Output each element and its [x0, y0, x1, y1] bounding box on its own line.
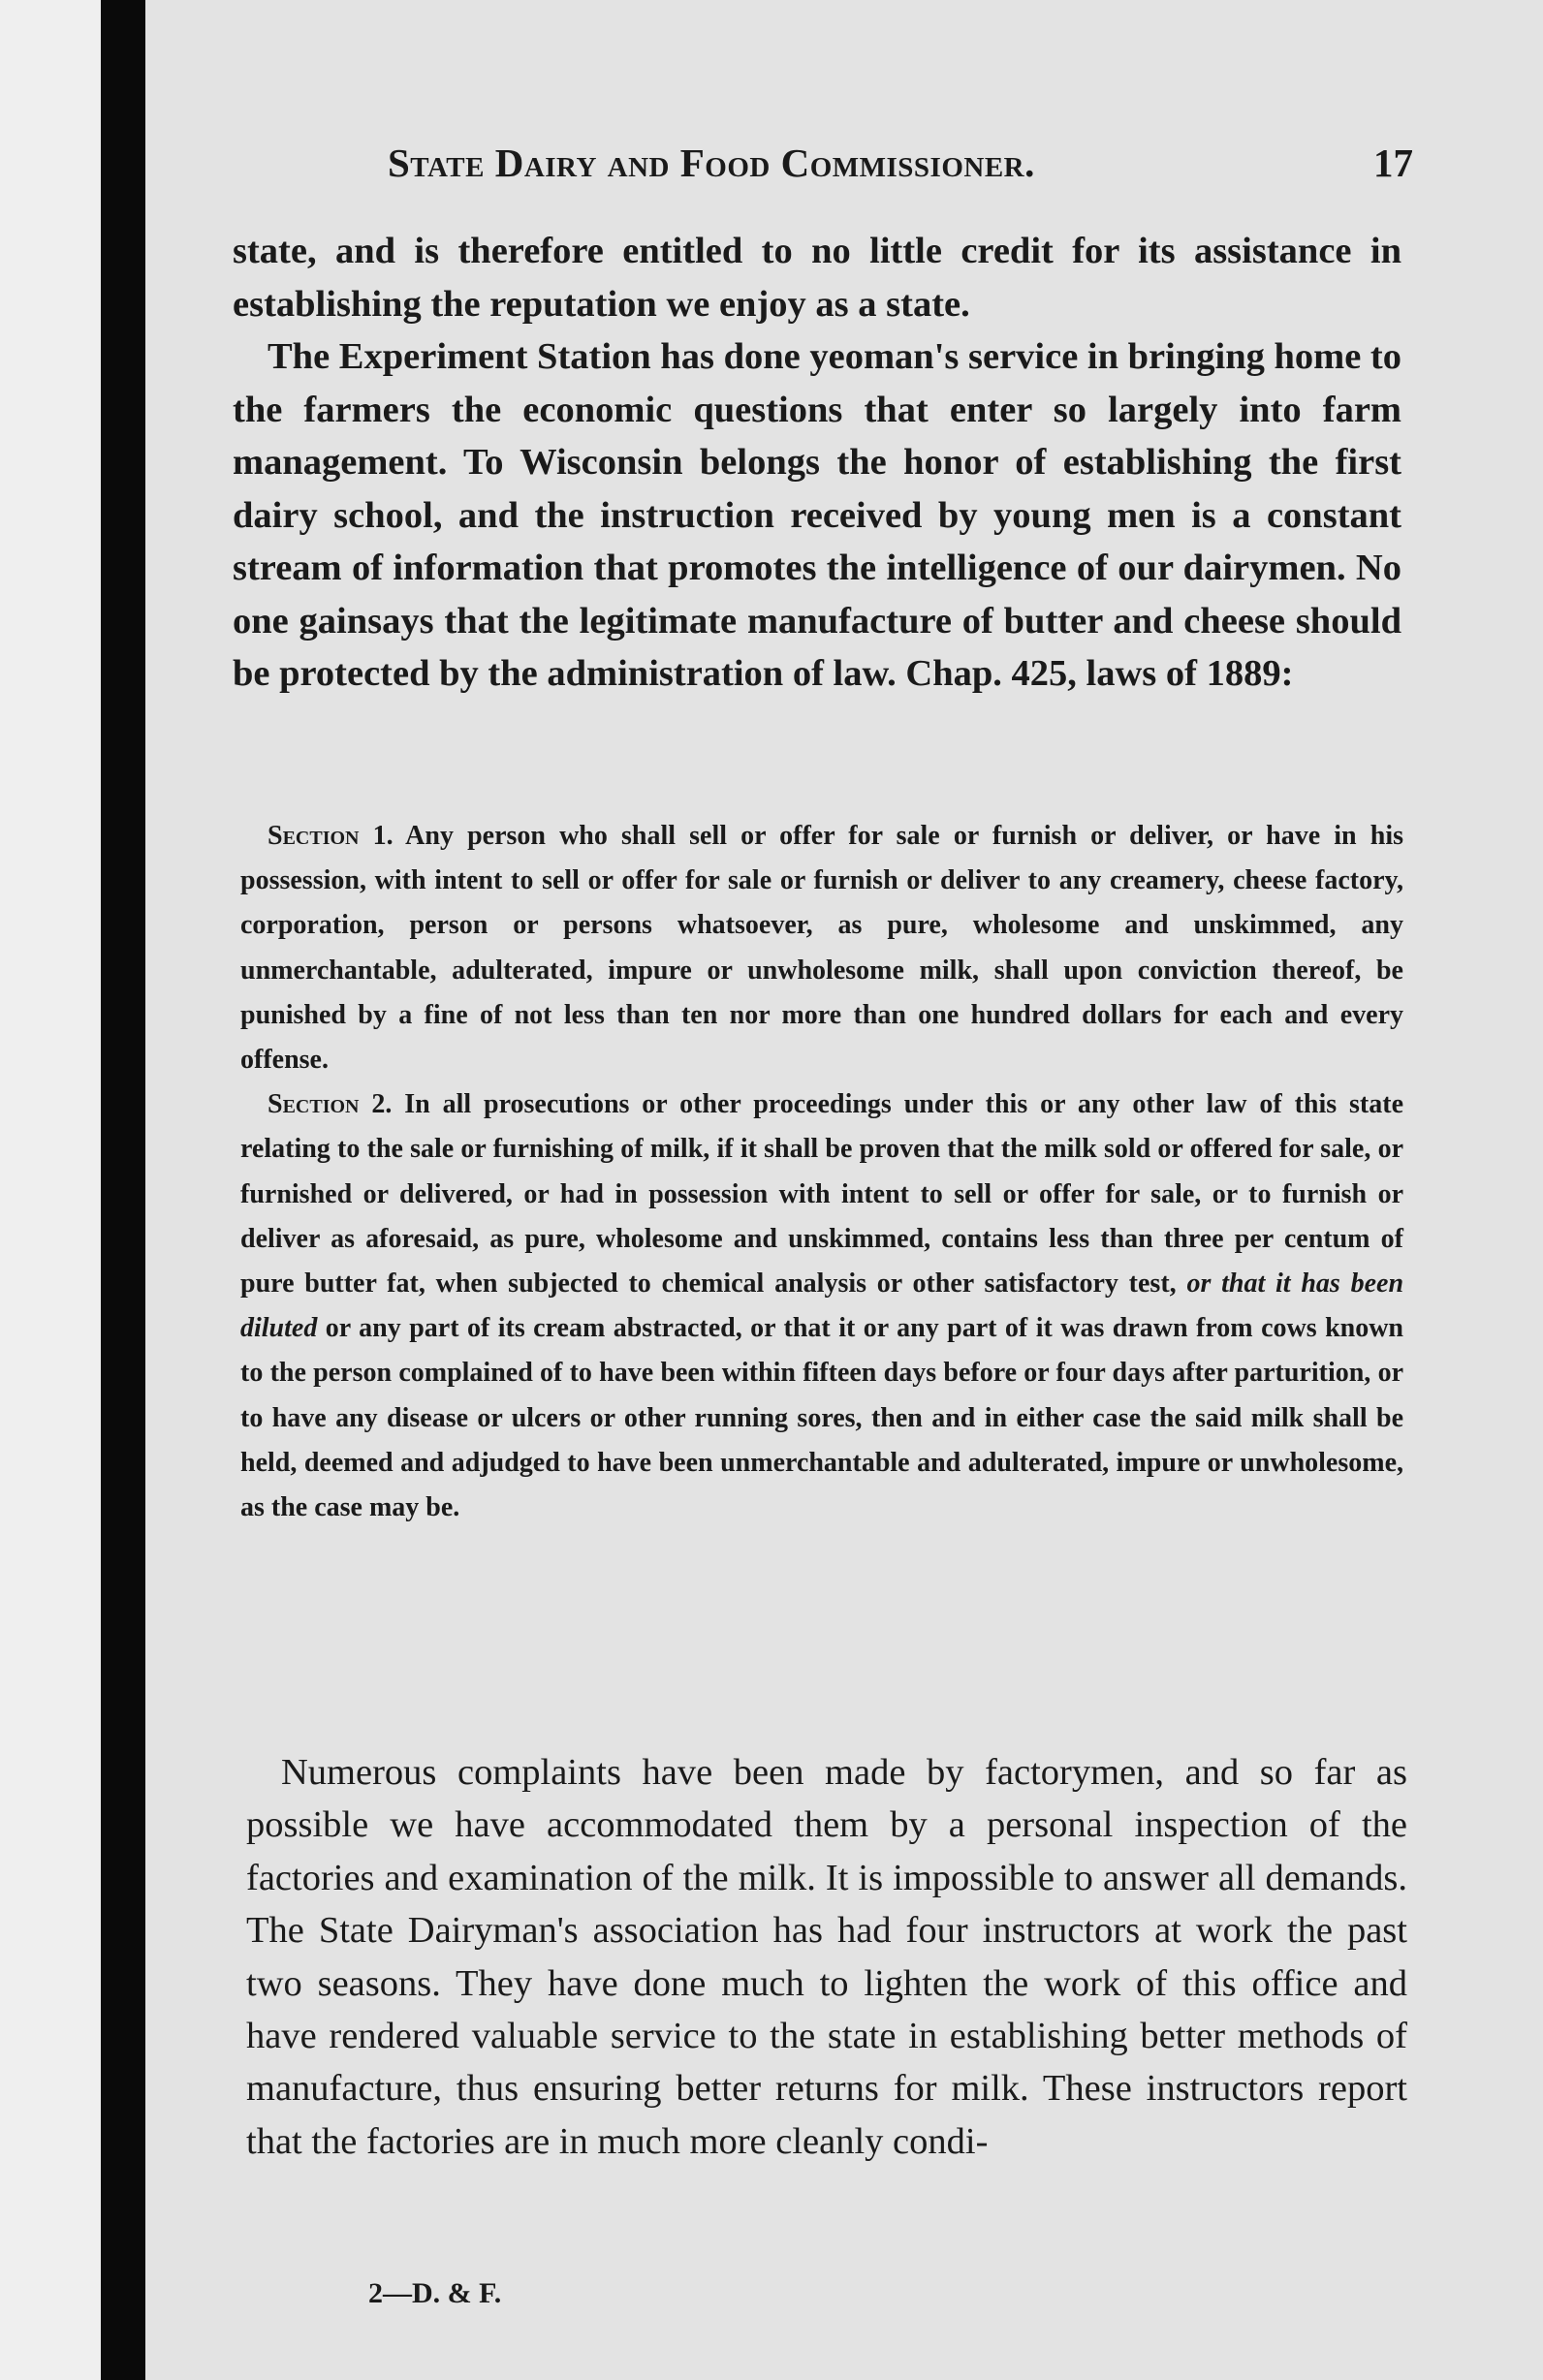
running-title: State Dairy and Food Commissioner.	[388, 141, 1035, 185]
statute-quotation	[240, 814, 1403, 1530]
paragraph-continued: state, and is therefore entitled to no little credit for its assistance in establishing the reputation we enjoy as a state.	[233, 231, 1401, 325]
statute-section-1	[240, 814, 1403, 1082]
body-text	[233, 225, 1401, 701]
book-binding-shadow	[101, 0, 145, 2380]
signature-mark: 2—D. & F.	[368, 2277, 502, 2309]
page-number: 17	[1373, 141, 1413, 185]
section-2-text-a: In all prosecutions or other proceedings under this or any other law of this state relating to the sale or furnishing of milk, if it shall be proven that the milk sold or offered for sale, or furnished or delivered, or had in possession with intent to sell or offer for sale, or to furnish or deliver as aforesaid, as pure, wholesome and unskimmed, contains less than three per centum of pure butter fat, when subjected to chemical analysis or other satisfactory test,	[240, 1089, 1403, 1300]
section-2-label: Section 2.	[268, 1089, 393, 1120]
section-1-label: Section 1.	[268, 821, 394, 851]
paragraph-experiment-station: The Experiment Station has done yeoman's service in bringing home to the farmers the economic questions that enter so largely into farm management. To Wisconsin belongs the honor of establishing the first dairy school, and the instruction received by young men is a constant stream of information that promotes the intelligence of our dairymen. No one gainsays that the legitimate manufacture of butter and cheese should be protected by the administration of law. Chap. 425, laws of 1889:	[233, 336, 1402, 694]
statute-section-2	[240, 1082, 1403, 1530]
section-1-text: Any person who shall sell or offer for sale or furnish or deliver, or have in his possession, with intent to sell or offer for sale or furnish or deliver to any creamery, cheese factory, corporation, person or persons whatsoever, as pure, wholesome and unskimmed, any unmerchantable, adulterated, impure or unwholesome milk, shall upon conviction thereof, be punished by a fine of not less than ten nor more than one hundred dollars for each and every offense.	[240, 821, 1403, 1076]
closing-text	[246, 1746, 1407, 2168]
paragraph-complaints: Numerous complaints have been made by factorymen, and so far as possible we have accommodated them by a personal inspection of the factories and examination of the milk. It is impossible to answer all demands. The State Dairyman's association has had four instructors at work the past two seasons. They have done much to lighten the work of this office and have rendered valuable service to the state in establishing better methods of manufacture, thus ensuring better returns for milk. These instructors report that the factories are in much more cleanly condi-	[246, 1752, 1407, 2162]
section-2-text-b: or any part of its cream abstracted, or that it or any part of it was drawn from cows known to the person complained of to have been within fifteen days before or four days after parturition, or to have any disease or ulcers or other running sores, then and in either case the said milk shall be held, deemed and adjudged to have been unmerchantable and adulterated, impure or unwholesome, as the case may be.	[240, 1313, 1404, 1523]
page-header	[388, 134, 1413, 192]
page-edge	[0, 0, 101, 2380]
section-2-text-italic: or that it has been diluted	[240, 1268, 1404, 1344]
